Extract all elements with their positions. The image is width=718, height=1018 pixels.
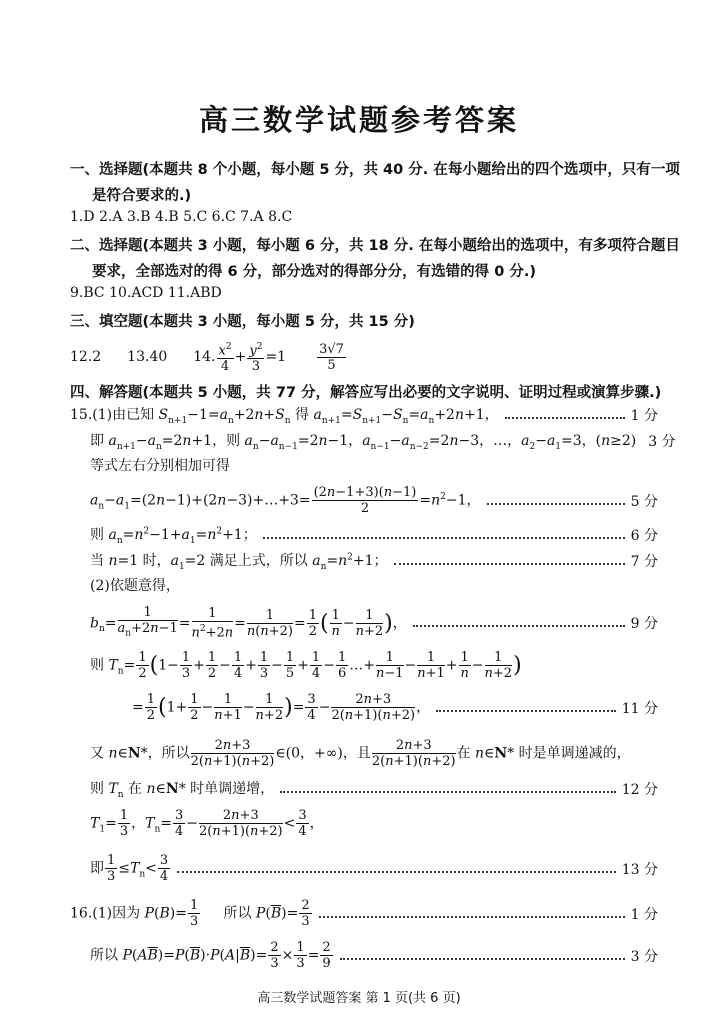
- section-4-header: 四、解答题(本题共 5 小题，共 77 分，解答应写出必要的文字说明、证明过程或演算步骤.): [70, 385, 662, 401]
- answer-13: 13.40: [127, 349, 168, 366]
- score-9: 9 分: [630, 616, 658, 633]
- q15-line-4-text: $a_n-a_1=(2n-1)+(2n-3)+\dots+3=$ $\frac{(2n-1+3)(n-1)}{2}$ $=n^2-1$，: [90, 485, 481, 516]
- section-2-header-line1: 二、选择题(本题共 3 小题，每小题 6 分，共 18 分. 在每小题给出的选项中，有多项符合题目: [70, 238, 680, 254]
- q15-line-increasing: [90, 778, 658, 800]
- score-16-1: 1 分: [630, 906, 658, 923]
- score-3: 3 分: [648, 433, 676, 450]
- answer-14-expression: $\frac{x^2}{4}$ + $\frac{y^2}{3}$ =1: [218, 342, 287, 375]
- q15-line-1: [70, 404, 658, 426]
- score-13: 13 分: [621, 861, 658, 878]
- section-3-answers: [70, 340, 718, 374]
- leader-dots: [505, 417, 625, 419]
- leader-dots: [394, 563, 625, 565]
- page-footer: 高三数学试题答案 第 1 页(共 6 页): [257, 991, 461, 1006]
- q15-line-5: [90, 524, 658, 546]
- q16-line-2: [90, 940, 658, 971]
- leader-dots: [177, 871, 616, 873]
- leader-dots: [487, 503, 625, 505]
- q15-conclusion: [90, 853, 658, 884]
- score-7: 7 分: [630, 553, 658, 570]
- q15-tn-sum-line1: 则 $T_n=$ $\frac{1}{2}$ (1− $\frac{1}{3}$ + $\frac{1}{2}$ − $\frac{1}{4}$ + $\frac{1}{3}$ − $\frac{1}{5}$ + $\frac{1}{4}$ − $\frac{1}{6}$ …+ $\frac{1}{n-1}$ − $\frac{1}{n+1}$ + $\frac{1}{n}$ − $\frac{1}{n+2}$ ): [90, 650, 522, 681]
- q16-line-2-text: 所以 $P(A\overline{B})=P(\overline{B})\cdot P(A|\overline{B})=$ $\frac{2}{3}$ × $\frac{1}{3}$ = $\frac{2}{9}$: [90, 940, 331, 971]
- leader-dots: [319, 916, 625, 918]
- score-6: 6 分: [630, 527, 658, 544]
- leader-dots: [413, 625, 625, 627]
- score-1: 1 分: [630, 407, 658, 424]
- section-3-header: 三、填空题(本题共 3 小题，每小题 5 分，共 15 分): [70, 314, 415, 330]
- score-16-3: 3 分: [630, 948, 658, 965]
- q15-monotone-line: 又 n∈N*，所以 $\frac{2n+3}{2(n+1)(n+2)}$ ∈(0，+∞)，且 $\frac{2n+3}{2(n+1)(n+2)}$ 在 n∈N* 时是单调递减的，: [90, 738, 631, 769]
- q15-line-bn: [90, 605, 658, 642]
- q15-part2-label: (2)依题意得，: [90, 578, 180, 594]
- q15-conclusion-text: 即 $\frac{1}{3}$ $\le T_n<$ $\frac{3}{4}$: [90, 853, 169, 884]
- q16-line-1: [70, 898, 658, 929]
- q15-t1-line: $T_1=$ $\frac{1}{3}$ ，$T_n=$ $\frac{3}{4}$ − $\frac{2n+3}{2(n+1)(n+2)}$ < $\frac{3}{4}$ ，: [90, 808, 324, 839]
- q15-line-1-text: 15.(1)由已知 $S_{n+1}-1=a_n+2n+S_n$ 得 $a_{n+1}=S_{n+1}-S_n=a_n+2n+1$，: [70, 407, 499, 426]
- q16-line-1-text: 16.(1)因为 P(B)= $\frac{1}{3}$ 所以 $P(\overline{B})=$ $\frac{2}{3}$: [70, 898, 310, 929]
- leader-dots: [280, 791, 616, 793]
- q15-tn-sum-line2-text: = $\frac{1}{2}$ (1+ $\frac{1}{2}$ − $\frac{1}{n+1}$ − $\frac{1}{n+2}$ )= $\frac{3}{4}$ − $\frac{2n+3}{2(n+1)(n+2)}$ ，: [132, 692, 431, 723]
- score-5: 5 分: [630, 493, 658, 510]
- q15-line-increasing-text: 则 $T_n$ 在 n∈N* 时单调递增，: [90, 781, 275, 800]
- q15-line-2-text: 即 $a_{n+1}-a_n=2n+1$，则 $a_n-a_{n-1}=2n-1$，$a_{n-1}-a_{n-2}=2n-3$，…，$a_2-a_1=3$，(n≥2): [90, 433, 637, 452]
- section-2-answers: 9.BC 10.ACD 11.ABD: [70, 285, 222, 301]
- section-2-header-line2: 要求，全部选对的得 6 分，部分选对的得部分分，有选错的得 0 分.): [92, 264, 537, 280]
- section-1-answers: 1.D 2.A 3.B 4.B 5.C 6.C 7.A 8.C: [70, 209, 293, 225]
- q15-line-5-text: 则 $a_n=n^2-1+a_1=n^2+1$；: [90, 526, 257, 546]
- answer-14-label: 14.: [193, 349, 216, 366]
- q15-line-6-text: 当 n=1 时，$a_1=2$ 满足上式，所以 $a_n=n^2+1$；: [90, 552, 388, 572]
- answer-12: 12.2: [70, 349, 102, 366]
- leader-dots: [436, 710, 616, 712]
- score-12: 12 分: [621, 781, 658, 798]
- leader-dots: [263, 537, 625, 539]
- leader-dots: [340, 958, 625, 960]
- score-11: 11 分: [621, 700, 658, 717]
- section-1-header-line1: 一、选择题(本题共 8 个小题，每小题 5 分，共 40 分. 在每小题给出的四个选项中，只有一项: [70, 162, 680, 178]
- q15-line-3: 等式左右分别相加可得: [90, 458, 230, 474]
- q15-tn-sum-line2: [132, 692, 658, 723]
- page-title: 高三数学试题参考答案: [198, 103, 519, 137]
- answer-15-expression: $\frac{3√7}{5}$: [319, 341, 344, 373]
- q15-line-2: [90, 430, 676, 452]
- section-1-header-line2: 是符合要求的.): [92, 188, 192, 204]
- q15-line-4: [90, 485, 658, 516]
- q15-line-6: [90, 550, 658, 572]
- q15-bn-expression: $b_n=$ $\frac{1}{a_n+2n-1}$ = $\frac{1}{n^2+2n}$ = $\frac{1}{n(n+2)}$ = $\frac{1}{2}$ ( $\frac{1}{n}$ − $\frac{1}{n+2}$ )，: [90, 605, 407, 641]
